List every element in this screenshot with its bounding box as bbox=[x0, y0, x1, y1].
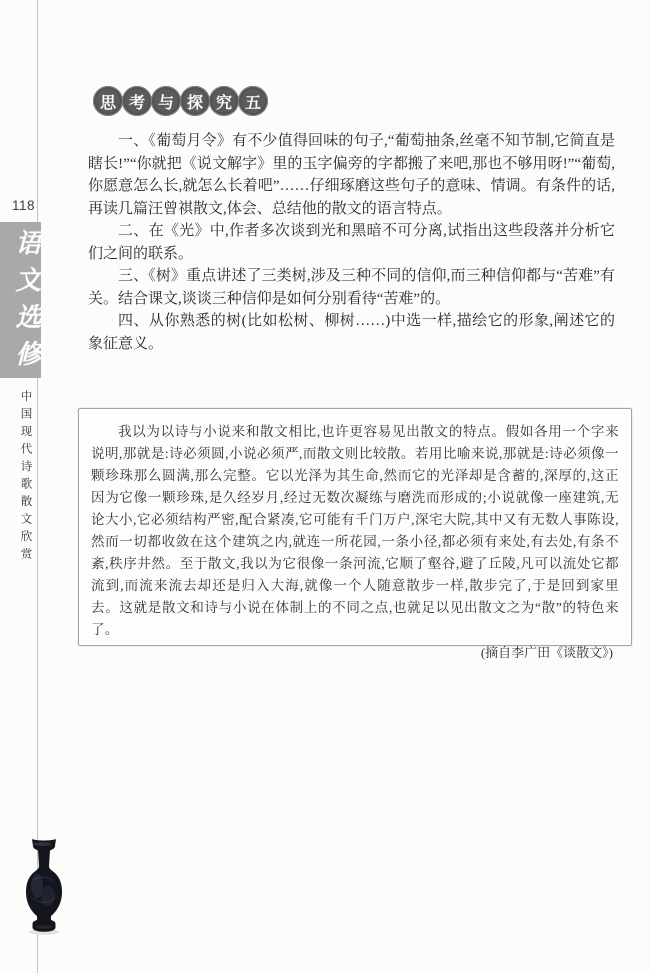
question-item-1: 一、《葡萄月令》有不少值得回味的句子,“葡萄抽条,丝毫不知节制,它简直是瞎长!”“你就把《说文解字》里的玉字偏旁的字都搬了来吧,那也不够用呀!”“葡萄,你愿意怎么长,就怎么长着吧”……仔细琢磨这些句子的意味、情调。有条件的话,再读几篇汪曾祺散文,体会、总结他的散文的语言特点。 bbox=[88, 133, 615, 217]
question-item-4: 四、从你熟悉的树(比如松树、柳树……)中选一样,描绘它的形象,阐述它的象征意义。 bbox=[88, 313, 615, 352]
badge-char: 考 bbox=[122, 86, 152, 116]
page-spine-line bbox=[37, 0, 38, 973]
quote-box bbox=[78, 408, 632, 660]
page-number: 118 bbox=[12, 198, 36, 213]
vase-icon bbox=[22, 836, 66, 936]
badge-char: 思 bbox=[93, 86, 123, 116]
questions-list bbox=[88, 130, 615, 355]
spine-title-box bbox=[0, 222, 41, 378]
badge-char: 究 bbox=[209, 86, 239, 116]
section-badge bbox=[94, 86, 268, 116]
spine-subtitle: 中国现代诗歌散文欣赏 bbox=[19, 390, 32, 565]
badge-char: 与 bbox=[151, 86, 181, 116]
question-item-3: 三、《树》重点讲述了三类树,涉及三种不同的信仰,而三种信仰都与“苦难”有关。结合课文,谈谈三种信仰是如何分别看待“苦难”的。 bbox=[88, 268, 615, 307]
quote-attribution: (摘自李广田《谈散文》) bbox=[480, 645, 613, 660]
badge-char: 探 bbox=[180, 86, 210, 116]
badge-char: 五 bbox=[238, 86, 268, 116]
spine-title: 语文选修 bbox=[12, 229, 41, 377]
question-item-2: 二、在《光》中,作者多次谈到光和黑暗不可分离,试指出这些段落并分析它们之间的联系。 bbox=[88, 223, 615, 262]
quote-text: 我以为以诗与小说来和散文相比,也许更容易见出散文的特点。假如各用一个字来说明,那就是:诗必须圆,小说必须严,而散文则比较散。若用比喻来说,那就是:诗必须像一颗珍珠那么圆满,那么完整。它以光泽为其生命,然而它的光泽却是含蓄的,深厚的,这正因为它像一颗珍珠,是久经岁月,经过无数次凝练与磨洗而形成的;小说就像一座建筑,无论大小,它必须结构严密,配合紧凑,它可能有千门万户,深宅大院,其中又有无数人事陈设,然而一切都收敛在这个建筑之内,就连一所花园,一条小径,都必须有来处,有去处,有条不紊,秩序井然。至于散文,我以为它很像一条河流,它顺了壑谷,避了丘陵,凡可以流处它都流到,而流来流去却还是归入大海,就像一个人随意散步一样,散步完了,于是回到家里去。这就是散文和诗与小说在体制上的不同之点,也就足以见出散文之为“散”的特色来了。 bbox=[91, 424, 619, 637]
